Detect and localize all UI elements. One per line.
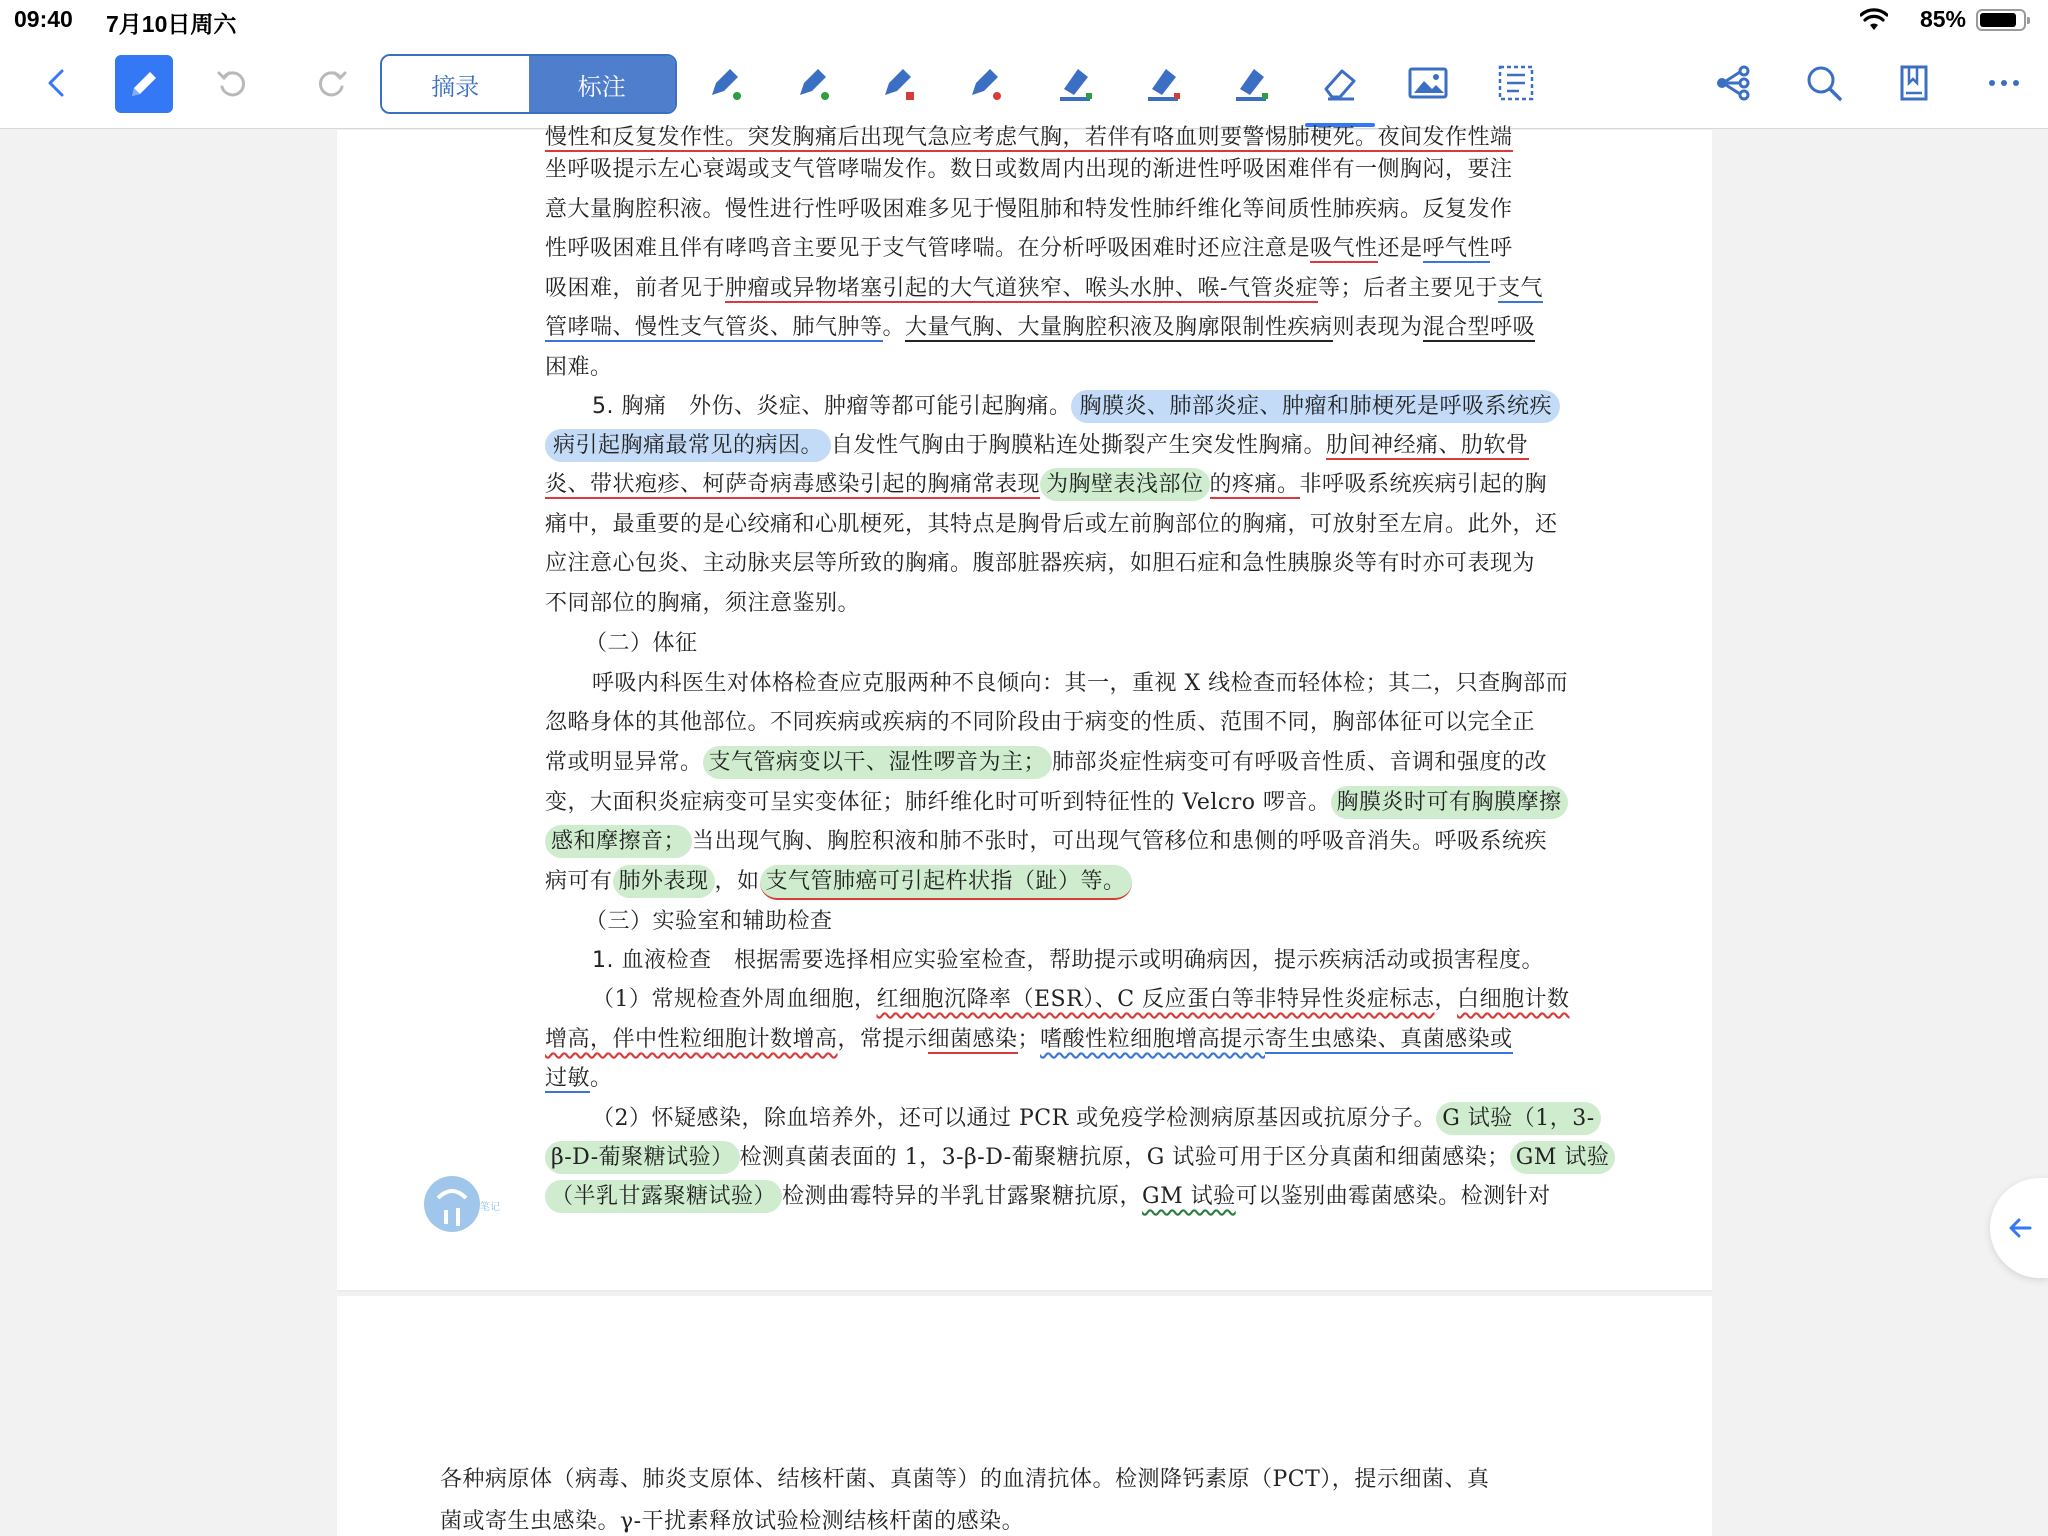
text-line-11: 痛中，最重要的是心绞痛和心肌梗死，其特点是胸骨后或左前胸部位的胸痛，可放射至左肩。此外，还 xyxy=(545,512,1558,537)
text-select-icon xyxy=(1494,61,1538,105)
green-highlight: 支气管病变以干、湿性啰音为主； xyxy=(703,746,1053,779)
undo-icon xyxy=(210,61,254,105)
text-select-button[interactable] xyxy=(1490,57,1542,109)
highlighter-green-button[interactable] xyxy=(1050,57,1102,109)
eraser-icon xyxy=(1318,61,1362,105)
green-highlight: G 试验（1，3- xyxy=(1436,1102,1601,1135)
pen-green-2-icon xyxy=(792,61,836,105)
green-highlight: GM 试验 xyxy=(1510,1141,1616,1174)
image-button[interactable] xyxy=(1402,57,1454,109)
blue-highlight: 胸膜炎、肺部炎症、肿瘤和肺梗死是呼吸系统疾 xyxy=(1071,390,1560,423)
text-line-6: 管哮喘、慢性支气管炎、肺气肿等。大量气胸、大量胸腔积液及胸廓限制性疾病则表现为混合型呼吸 xyxy=(545,315,1536,340)
back-icon xyxy=(34,61,78,105)
text-line-3: 意大量胸腔积液。慢性进行性呼吸困难多见于慢阻肺和特发性肺纤维化等间质性肺疾病。反复发作 xyxy=(545,197,1513,222)
search-button[interactable] xyxy=(1798,57,1850,109)
notes-logo xyxy=(420,1168,500,1240)
text-line-23: （1）常规检查外周血细胞，红细胞沉降率（ESR）、C 反应蛋白等非特异性炎症标志，白细胞计数 xyxy=(592,987,1570,1012)
search-icon xyxy=(1802,61,1846,105)
more-icon xyxy=(1982,61,2026,105)
text-line-7: 困难。 xyxy=(545,355,613,380)
text-line-17: 常或明显异常。 支气管病变以干、湿性啰音为主； 肺部炎症性病变可有呼吸音性质、音调和强度的改 xyxy=(545,743,1547,783)
document-page-next xyxy=(337,1296,1712,1536)
image-icon xyxy=(1406,61,1450,105)
text-line-12: 应注意心包炎、主动脉夹层等所致的胸痛。腹部脏器疾病，如胆石症和急性胰腺炎等有时亦可表现为 xyxy=(545,551,1536,576)
status-bar xyxy=(0,0,2048,40)
page-divider xyxy=(337,1290,1712,1292)
mode-segmented-control xyxy=(380,54,677,114)
next-page-line-2: 菌或寄生虫感染。γ-干扰素释放试验检测结核杆菌的感染。 xyxy=(440,1509,1025,1534)
status-right xyxy=(1846,6,2026,34)
text-line-28: （半乳甘露聚糖试验） 检测曲霉特异的半乳甘露聚糖抗原，GM 试验可以鉴别曲霉菌感染。检测针对 xyxy=(545,1177,1551,1217)
pen-red-2-button[interactable] xyxy=(960,57,1012,109)
text-line-26: （2）怀疑感染，除血培养外，还可以通过 PCR 或免疫学检测病原基因或抗原分子。 G 试验（1，3- xyxy=(592,1099,1601,1139)
tab-annotate[interactable]: 标注 xyxy=(529,56,676,112)
section-chest-pain: 5. 胸痛 外伤、炎症、肿瘤等都可能引起胸痛。 胸膜炎、肺部炎症、肿瘤和肺梗死是呼吸系统疾 xyxy=(592,387,1560,427)
highlighter-green-2-button[interactable] xyxy=(1226,57,1278,109)
pencil-icon xyxy=(122,62,166,106)
text-line-1: 慢性和反复发作性。突发胸痛后出现气急应考虑气胸，若伴有咯血则要警惕肺梗死。夜间发作性端 xyxy=(545,125,1513,150)
green-highlight: 为胸壁表浅部位 xyxy=(1040,468,1210,501)
battery-percentage: 85% xyxy=(1919,6,1966,32)
green-highlight: β-D-葡聚糖试验） xyxy=(545,1141,740,1174)
side-panel-handle[interactable] xyxy=(1990,1178,2048,1278)
pencil-tool-button[interactable] xyxy=(115,55,173,113)
text-line-16: 忽略身体的其他部位。不同疾病或疾病的不同阶段由于病变的性质、范围不同，胸部体征可以完全正 xyxy=(545,710,1536,735)
green-highlight: 肺外表现 xyxy=(613,865,715,898)
next-page-line-1: 各种病原体（病毒、肺炎支原体、结核杆菌、真菌等）的血清抗体。检测降钙素原（PCT），提示细菌、真 xyxy=(440,1467,1490,1492)
green-highlight: 支气管肺癌可引起杵状指（趾）等。 xyxy=(760,865,1132,900)
pen-green-2-button[interactable] xyxy=(788,57,840,109)
text-line-9: 病引起胸痛最常见的病因。 自发性气胸由于胸膜粘连处撕裂产生突发性胸痛。肋间神经痛、肋软骨 xyxy=(545,426,1529,466)
tab-excerpt[interactable]: 摘录 xyxy=(382,56,529,112)
text-line-22: 1. 血液检查 根据需要选择相应实验室检查，帮助提示或明确病因，提示疾病活动或损害程度。 xyxy=(592,948,1544,973)
more-button[interactable] xyxy=(1978,57,2030,109)
undo-button[interactable] xyxy=(206,57,258,109)
blood-test-heading: 1. 血液检查 xyxy=(592,948,712,973)
arrow-left-icon xyxy=(2006,1214,2034,1242)
section-lab-heading: （三）实验室和辅助检查 xyxy=(585,909,833,934)
green-highlight: 感和摩擦音； xyxy=(545,825,692,858)
text-line-2: 坐呼吸提示左心衰竭或支气管哮喘发作。数日或数周内出现的渐进性呼吸困难伴有一侧胸闷，要注 xyxy=(545,157,1513,182)
pen-red-icon xyxy=(877,61,921,105)
back-button[interactable] xyxy=(30,57,82,109)
pen-green-icon xyxy=(704,61,748,105)
chest-pain-heading: 5. 胸痛 xyxy=(592,394,667,419)
highlighter-red-button[interactable] xyxy=(1138,57,1190,109)
text-line-20: 病可有 肺外表现 ，如 支气管肺癌可引起杵状指（趾）等。 xyxy=(545,862,1132,902)
bookmark-icon xyxy=(1892,61,1936,105)
share-icon xyxy=(1712,61,1756,105)
text-line-25: 过敏。 xyxy=(545,1066,613,1091)
annotation-toolbar xyxy=(0,40,2048,129)
text-line-10: 炎、带状疱疹、柯萨奇病毒感染引起的胸痛常表现 为胸壁表浅部位 的疼痛。非呼吸系统疾病引起的胸 xyxy=(545,465,1547,505)
svg-text:笔记: 笔记 xyxy=(480,1202,500,1213)
eraser-button[interactable] xyxy=(1314,57,1366,109)
text-line-19: 感和摩擦音； 当出现气胸、胸腔积液和肺不张时，可出现气管移位和患侧的呼吸音消失。呼吸系统疾 xyxy=(545,822,1547,862)
wifi-icon xyxy=(1860,8,1888,32)
status-time: 09:40 xyxy=(14,6,73,32)
redo-button[interactable] xyxy=(306,57,358,109)
green-highlight: 胸膜炎时可有胸膜摩擦 xyxy=(1331,786,1568,819)
highlighter-red-icon xyxy=(1142,61,1186,105)
text-line-24: 增高，伴中性粒细胞计数增高，常提示细菌感染；嗜酸性粒细胞增高提示寄生虫感染、真菌感染或 xyxy=(545,1027,1513,1052)
redo-icon xyxy=(310,61,354,105)
text-line-18: 变，大面积炎症病变可呈实变体征；肺纤维化时可听到特征性的 Velcro 啰音。 胸膜炎时可有胸膜摩擦 xyxy=(545,783,1568,823)
highlighter-green-icon xyxy=(1054,61,1098,105)
battery-fill xyxy=(1980,13,2016,27)
share-button[interactable] xyxy=(1708,57,1760,109)
section-signs-heading: （二）体征 xyxy=(585,631,698,656)
blue-highlight: 病引起胸痛最常见的病因。 xyxy=(545,429,831,462)
battery-icon xyxy=(1976,9,2026,31)
pen-red-2-icon xyxy=(964,61,1008,105)
text-line-15: 呼吸内科医生对体格检查应克服两种不良倾向：其一，重视 X 线检查而轻体检；其二，只查胸部而 xyxy=(592,671,1569,696)
green-highlight: （半乳甘露聚糖试验） xyxy=(545,1180,782,1213)
bookmark-button[interactable] xyxy=(1888,57,1940,109)
pen-green-button[interactable] xyxy=(700,57,752,109)
text-line-4: 性呼吸困难且伴有哮鸣音主要见于支气管哮喘。在分析呼吸困难时还应注意是吸气性还是呼气性呼 xyxy=(545,236,1513,261)
text-line-5: 吸困难，前者见于肿瘤或异物堵塞引起的大气道狭窄、喉头水肿、喉-气管炎症等；后者主要见于支气 xyxy=(545,276,1543,301)
text-line-27: β-D-葡聚糖试验） 检测真菌表面的 1，3-β-D-葡聚糖抗原，G 试验可用于区分真菌和细菌感染； GM 试验 xyxy=(545,1138,1615,1178)
highlighter-green-2-icon xyxy=(1230,61,1274,105)
pen-red-button[interactable] xyxy=(873,57,925,109)
status-date: 7月10日周六 xyxy=(106,11,237,37)
text-line-13: 不同部位的胸痛，须注意鉴别。 xyxy=(545,591,861,616)
